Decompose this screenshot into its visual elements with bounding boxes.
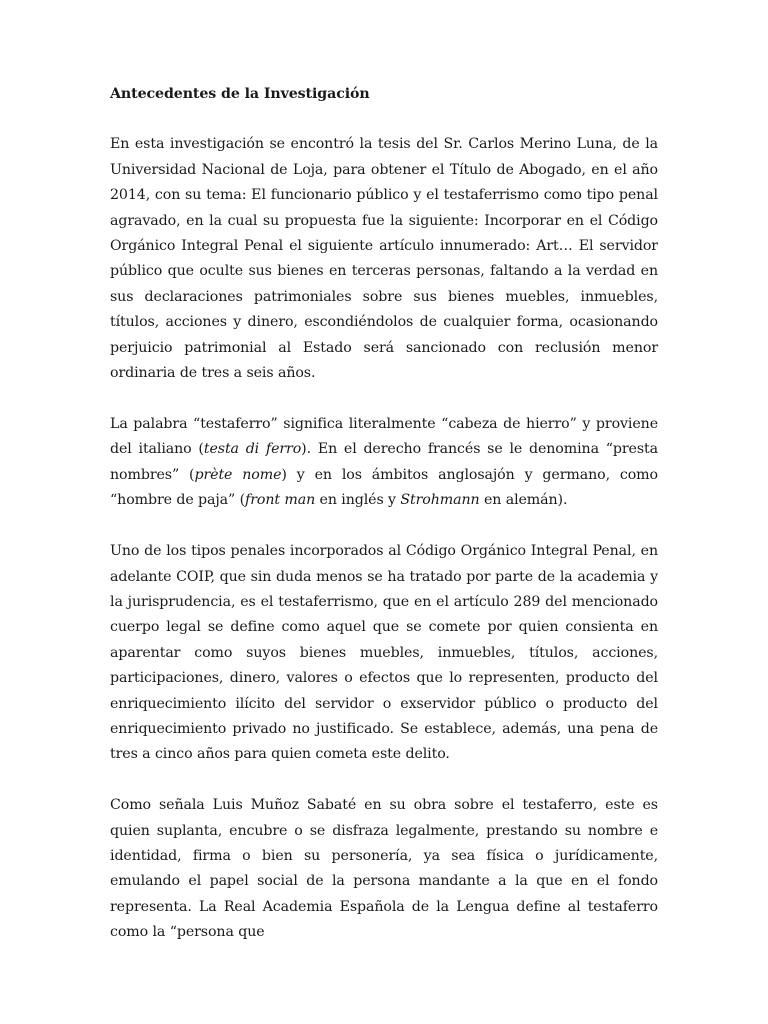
paragraph-2-text-2: ). En el derecho francés se le denomina “presta nombres” ( xyxy=(110,441,658,483)
document-title: Antecedentes de la Investigación xyxy=(110,86,370,102)
paragraph-2-italic-4: Strohmann xyxy=(400,492,480,509)
paragraph-2-italic-2: prète nome xyxy=(194,466,282,483)
paragraph-2-text-5: en alemán). xyxy=(479,492,568,509)
paragraph-1: En esta investigación se encontró la tesis del Sr. Carlos Merino Luna, de la Universidad Nacional de Loja, para obtener el Título de Abogado, en el año 2014, con su tema: El funcionario público y el testaferrismo como tipo penal agravado, en la cual su propuesta fue la siguiente: Incorporar en el Código Orgánico Integral Penal el siguiente artículo innumerado: Art… El servidor público que oculte sus bienes en terceras personas, faltando a la verdad en sus declaraciones patrimoniales sobre sus bienes muebles, inmuebles, títulos, acciones y dinero, escondiéndolos de cualquier forma, ocasionando perjuicio patrimonial al Estado será sancionado con reclusión menor ordinaria de tres a seis años. xyxy=(110,136,658,382)
paragraph-3: Uno de los tipos penales incorporados al Código Orgánico Integral Penal, en adelante COIP, que sin duda menos se ha tratado por parte de la academia y la jurisprudencia, es el testaferrismo, que en el artículo 289 del mencionado cuerpo legal se define como aquel que se comete por quien consienta en aparentar como suyos bienes muebles, inmuebles, títulos, acciones, participaciones, dinero, valores o efectos que lo representen, producto del enriquecimiento ilícito del servidor o exservidor público o producto del enriquecimiento privado no justificado. Se establece, además, una pena de tres a cinco años para quien cometa este delito. xyxy=(110,543,658,763)
paragraph-2 xyxy=(110,412,658,514)
paragraph-2-text-4: en inglés y xyxy=(315,492,401,509)
paragraph-2-text-3: ) y en los ámbitos anglosajón y germano, como “hombre de paja” ( xyxy=(110,466,658,509)
paragraph-2-italic-3: front man xyxy=(245,492,316,509)
paragraph-2-text-1: La palabra “testaferro” significa literalmente “cabeza de hierro” y proviene del italiano ( xyxy=(110,415,658,458)
paragraph-4: Como señala Luis Muñoz Sabaté en su obra sobre el testaferro, este es quien suplanta, encubre o se disfraza legalmente, prestando su nombre e identidad, firma o bien su personería, ya sea física o jurídicamente, emulando el papel social de la persona mandante a la que en el fondo representa. La Real Academia Española de la Lengua define al testaferro como la “persona que xyxy=(110,797,658,941)
paragraph-2-italic-1: testa di ferro xyxy=(203,441,302,458)
document-page xyxy=(110,82,658,946)
